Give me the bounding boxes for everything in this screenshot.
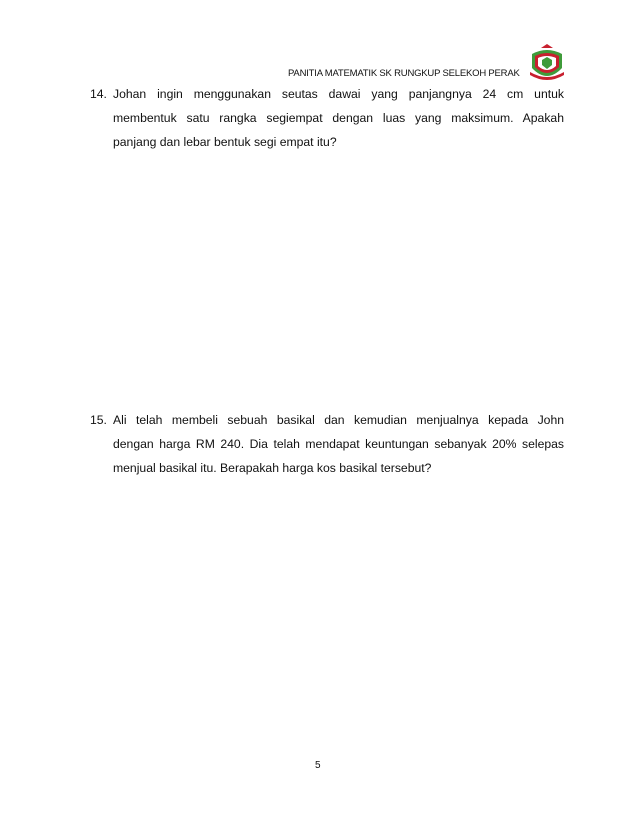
question-text [113, 82, 564, 154]
question-line: Ali telah membeli sebuah basikal dan kemudian menjualnya kepada John [113, 413, 564, 427]
page-header: PANITIA MATEMATIK SK RUNGKUP SELEKOH PERAK [288, 68, 520, 79]
question-line: menjual basikal itu. Berapakah harga kos basikal tersebut? [113, 461, 432, 475]
question-text [113, 408, 564, 480]
question-14 [90, 82, 564, 154]
question-line: dengan harga RM 240. Dia telah mendapat keuntungan sebanyak 20% selepas [113, 437, 564, 451]
question-15 [90, 408, 564, 480]
question-number: 15. [90, 413, 107, 427]
question-line: panjang dan lebar bentuk segi empat itu? [113, 135, 337, 149]
school-crest-icon [528, 44, 566, 84]
question-line: membentuk satu rangka segiempat dengan luas yang maksimum. Apakah [113, 111, 564, 125]
question-number: 14. [90, 87, 107, 101]
page-number: 5 [315, 760, 321, 771]
question-line: Johan ingin menggunakan seutas dawai yang panjangnya 24 cm untuk [113, 87, 564, 101]
